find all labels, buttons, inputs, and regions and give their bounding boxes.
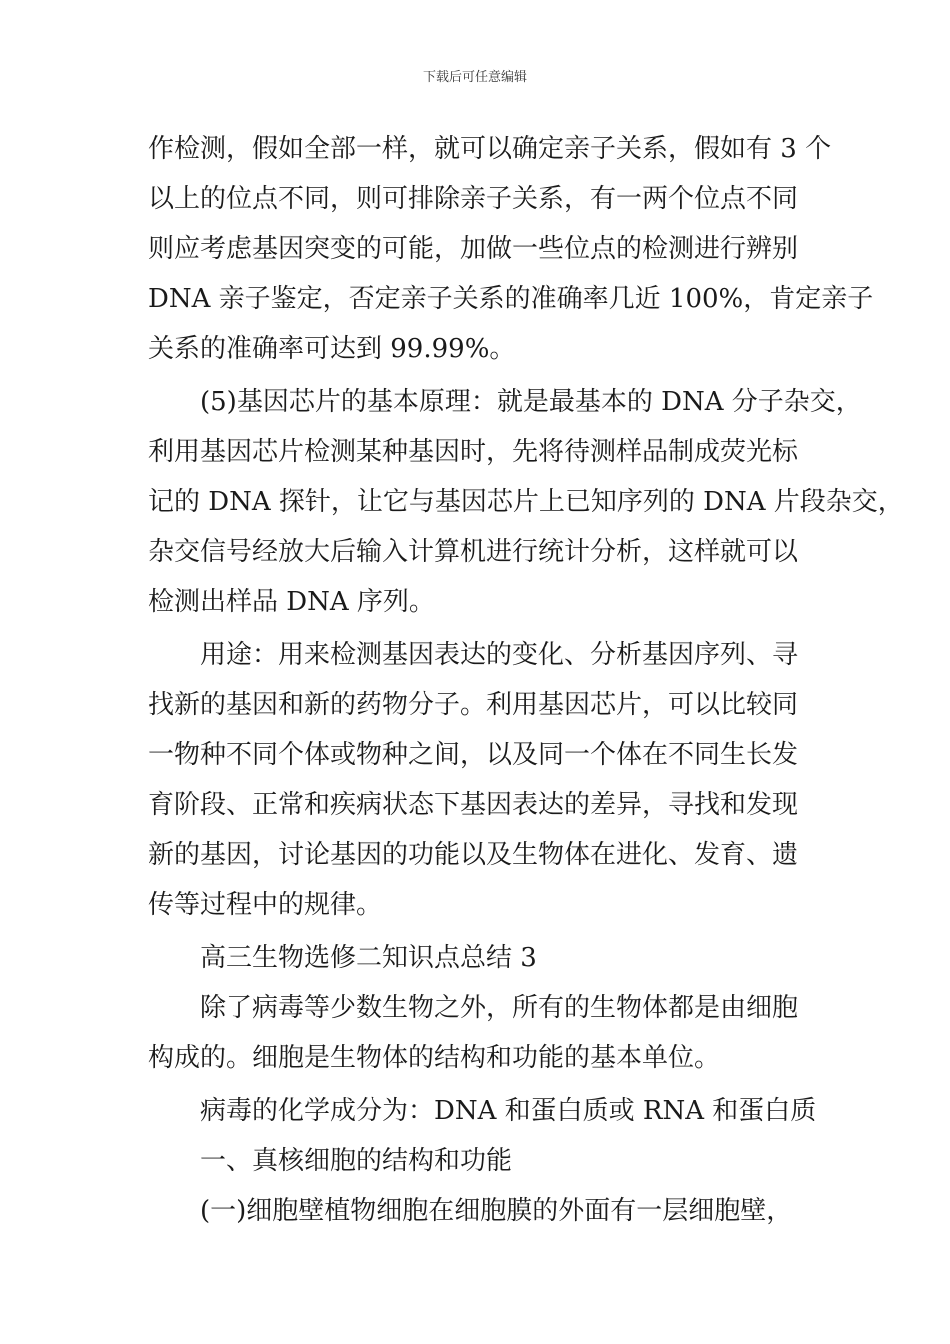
text-line: 则应考虑基因突变的可能，加做一些位点的检测进行辨别 bbox=[148, 234, 799, 264]
text-line: 构成的。细胞是生物体的结构和功能的基本单位。 bbox=[148, 1043, 721, 1073]
text-line: 记的 DNA 探针，让它与基因芯片上已知序列的 DNA 片段杂交， bbox=[148, 487, 904, 517]
page-header: 下载后可任意编辑 bbox=[422, 70, 527, 85]
text-line: (一)细胞壁植物细胞在细胞膜的外面有一层细胞壁， bbox=[200, 1196, 793, 1226]
text-line: 用途：用来检测基因表达的变化、分析基因序列、寻 bbox=[200, 640, 799, 670]
text-line: 传等过程中的规律。 bbox=[148, 890, 383, 920]
text-line: 除了病毒等少数生物之外，所有的生物体都是由细胞 bbox=[200, 993, 799, 1023]
text-line: (5)基因芯片的基本原理：就是最基本的 DNA 分子杂交， bbox=[200, 387, 862, 417]
text-line: DNA 亲子鉴定，否定亲子关系的准确率几近 100%，肯定亲子 bbox=[148, 284, 874, 314]
text-line: 一物种不同个体或物种之间，以及同一个体在不同生长发 bbox=[148, 740, 799, 770]
text-line: 关系的准确率可达到 99.99%。 bbox=[148, 334, 516, 364]
text-line: 找新的基因和新的药物分子。利用基因芯片，可以比较同 bbox=[148, 690, 799, 720]
text-line: 高三生物选修二知识点总结 3 bbox=[200, 943, 537, 973]
paragraph bbox=[148, 983, 828, 1083]
section-heading bbox=[148, 1136, 828, 1186]
paragraph bbox=[148, 1086, 828, 1136]
text-line: 利用基因芯片检测某种基因时，先将待测样品制成荧光标 bbox=[148, 437, 799, 467]
paragraph bbox=[148, 630, 828, 930]
text-line: 杂交信号经放大后输入计算机进行统计分析，这样就可以 bbox=[148, 537, 799, 567]
section-title bbox=[148, 933, 828, 983]
text-line: 以上的位点不同，则可排除亲子关系，有一两个位点不同 bbox=[148, 184, 799, 214]
text-line: 新的基因，讨论基因的功能以及生物体在进化、发育、遗 bbox=[148, 840, 799, 870]
paragraph bbox=[148, 377, 904, 627]
text-line: 作检测，假如全部一样，就可以确定亲子关系，假如有 3 个 bbox=[148, 134, 832, 164]
text-line: 一、真核细胞的结构和功能 bbox=[200, 1146, 513, 1176]
document-body bbox=[148, 124, 904, 1236]
paragraph bbox=[148, 124, 874, 374]
text-line: 育阶段、正常和疾病状态下基因表达的差异，寻找和发现 bbox=[148, 790, 799, 820]
text-line: 检测出样品 DNA 序列。 bbox=[148, 587, 435, 617]
text-line: 病毒的化学成分为：DNA 和蛋白质或 RNA 和蛋白质 bbox=[200, 1096, 817, 1126]
paragraph bbox=[148, 1186, 828, 1236]
